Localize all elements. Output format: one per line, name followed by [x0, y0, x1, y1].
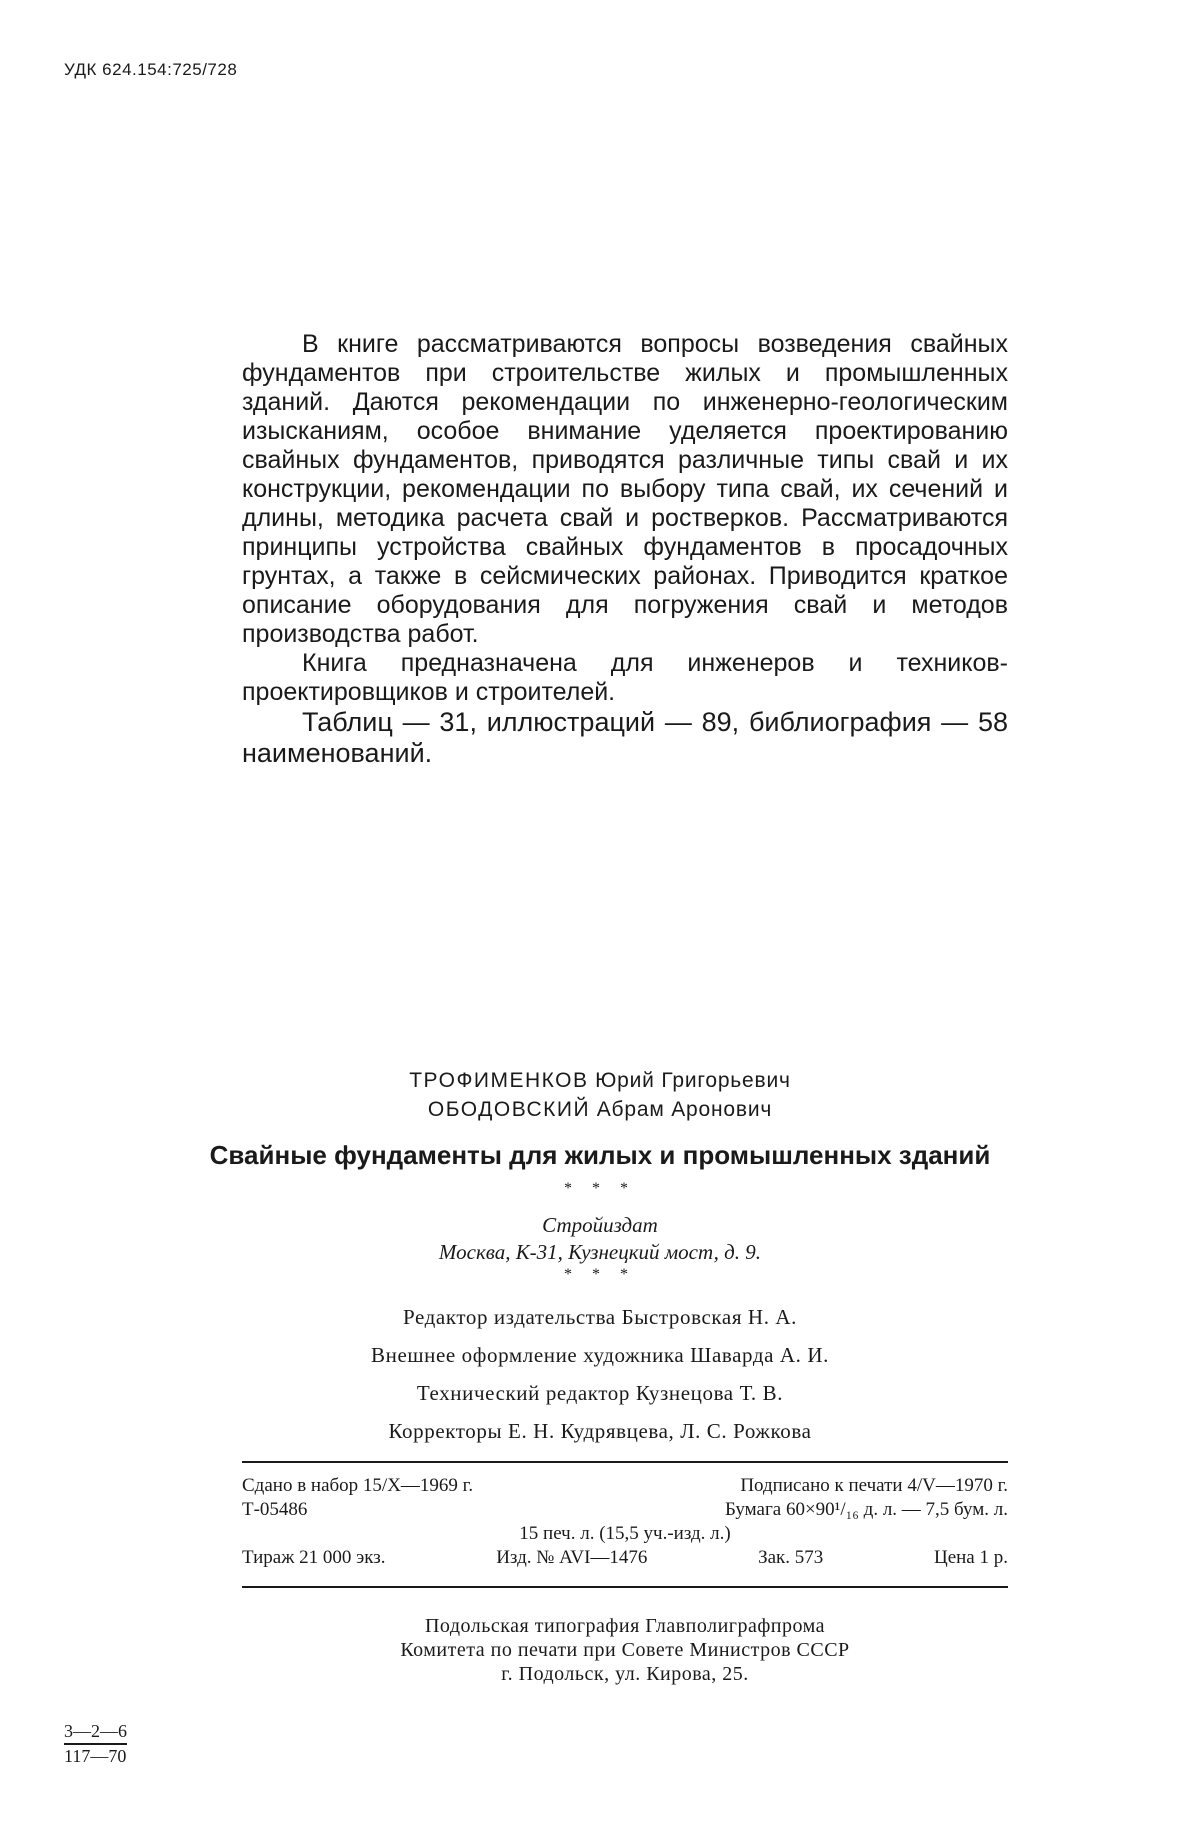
- printer-line: Подольская типография Главполиграфпрома: [424, 1615, 826, 1637]
- printer-line: г. Подольск, ул. Кирова, 25.: [501, 1663, 749, 1685]
- divider-rule: [242, 1586, 1008, 1588]
- author-given-name: Абрам Аронович: [596, 1098, 773, 1121]
- imprint-price: Цена 1 р.: [933, 1547, 1008, 1568]
- imprint-row: [242, 1498, 1008, 1522]
- abstract-paragraph: Книга предназначена для инженеров и техников-проектировщиков и строителей.: [242, 649, 1008, 706]
- credit-line: Технический редактор Кузнецова Т. В.: [416, 1381, 784, 1405]
- udk-code: УДК 624.154:725/728: [64, 60, 238, 79]
- credits: [0, 1298, 1200, 1450]
- imprint: [242, 1474, 1008, 1570]
- imprint-paper: Бумага 60×90¹/₁₆ д. л. — 7,5 бум. л.: [724, 1499, 1008, 1520]
- imprint-row: [242, 1546, 1008, 1570]
- imprint-order-number: Зак. 573: [758, 1547, 824, 1568]
- publisher-address: Москва, К-31, Кузнецкий мост, д. 9.: [438, 1240, 762, 1264]
- imprint-print-run: Тираж 21 000 экз.: [242, 1547, 386, 1568]
- imprint-edition-number: Изд. № AVI—1476: [496, 1547, 648, 1568]
- abstract-stats: Таблиц — 31, иллюстраций — 89, библиография — 58 наименований.: [242, 707, 1008, 768]
- book-title: Свайные фундаменты для жилых и промышленных зданий: [209, 1140, 991, 1170]
- printer-info: [0, 1614, 1200, 1686]
- abstract: [242, 330, 1008, 769]
- separator-stars: * * *: [564, 1266, 636, 1283]
- abstract-paragraph: В книге рассматриваются вопросы возведения свайных фундаментов при строительстве жилых и промышленных зданий. Даются рекомендации по инженерно-геологическим изысканиям, особое внимание уделяется проектированию свайных фундаментов, приводятся различные типы свай и их конструкции, рекомендации по выбору типа свай, их сечений и длины, методика расчета свай и ростверков. Рассматриваются принципы устройства свайных фундаментов в просадочных грунтах, а также в сейсмических районах. Приводится краткое описание оборудования для погружения свай и методов производства работ.: [242, 330, 1008, 648]
- publisher: [0, 1212, 1200, 1266]
- author-given-name: Юрий Григорьевич: [595, 1069, 791, 1092]
- author-surname: ТРОФИМЕНКОВ: [409, 1069, 589, 1092]
- author-line: [0, 1066, 1200, 1095]
- imprint-signed-date: Подписано к печати 4/V—1970 г.: [740, 1475, 1008, 1496]
- imprint-row: [242, 1522, 1008, 1546]
- imprint-row: [242, 1474, 1008, 1498]
- classification-code: [64, 1720, 127, 1767]
- code-numerator: 3—2—6: [64, 1720, 127, 1745]
- credit-line: Редактор издательства Быстровская Н. А.: [402, 1305, 798, 1329]
- author-line: [0, 1095, 1200, 1124]
- separator-stars: * * *: [564, 1180, 636, 1197]
- imprint-sheets: 15 печ. л. (15,5 уч.-изд. л.): [519, 1523, 731, 1544]
- author-surname: ОБОДОВСКИЙ: [427, 1098, 591, 1121]
- imprint-typeset-date: Сдано в набор 15/X—1969 г.: [242, 1475, 474, 1496]
- authors: [0, 1066, 1200, 1124]
- printer-line: Комитета по печати при Совете Министров СССР: [400, 1639, 850, 1661]
- imprint-license-code: Т-05486: [242, 1499, 308, 1520]
- publisher-name: Стройиздат: [542, 1213, 658, 1237]
- divider-rule: [242, 1461, 1008, 1463]
- credit-line: Внешнее оформление художника Шаварда А. И.: [371, 1343, 829, 1367]
- credit-line: Корректоры Е. Н. Кудрявцева, Л. С. Рожкова: [388, 1419, 812, 1443]
- code-denominator: 117—70: [64, 1746, 127, 1766]
